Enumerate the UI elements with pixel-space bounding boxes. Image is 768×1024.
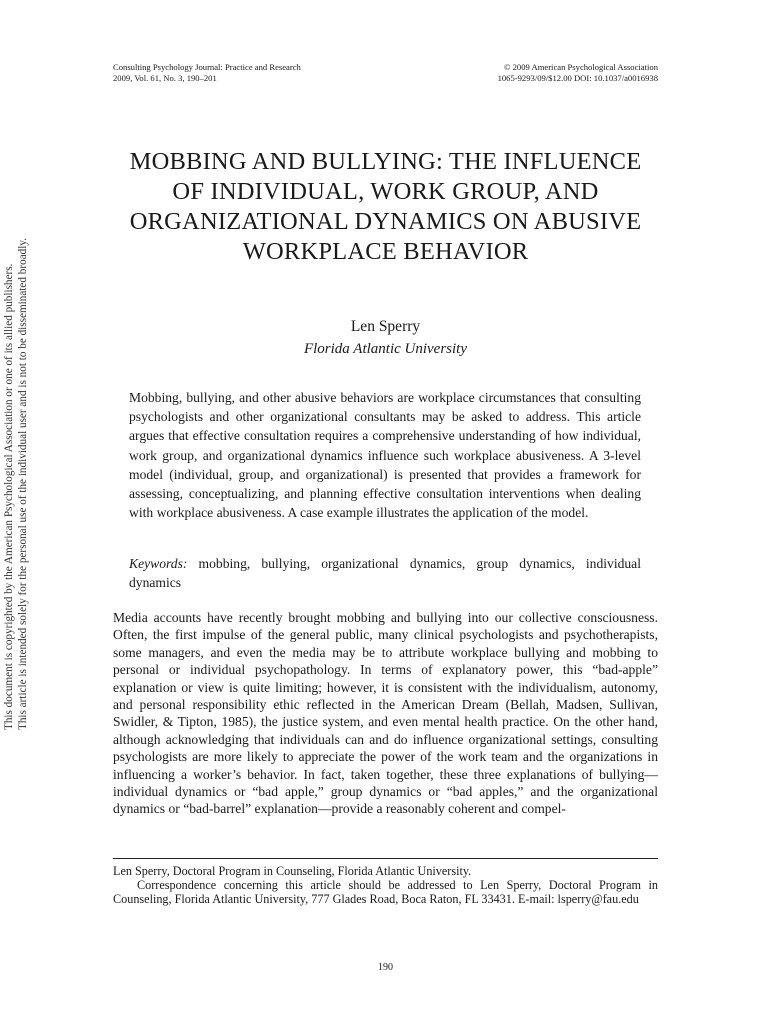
article-title: MOBBING AND BULLYING: THE INFLUENCE OF INDIVIDUAL, WORK GROUP, AND ORGANIZATIONAL DYNAMICS ON ABUSIVE WORKPLACE BEHAVIOR — [129, 148, 642, 265]
journal-volume: 2009, Vol. 61, No. 3, 190–201 — [113, 73, 217, 83]
copyright-header — [498, 62, 658, 84]
copyright-line: © 2009 American Psychological Association — [503, 62, 658, 72]
footnote-correspondence: Correspondence concerning this article should be addressed to Len Sperry, Doctoral Program in Counseling, Florida Atlantic University, 777 Glades Road, Boca Raton, FL 33431. E-mail: lsperry@fau.edu — [113, 878, 658, 907]
journal-header — [113, 62, 301, 84]
keywords-label: Keywords: — [129, 556, 188, 571]
journal-name: Consulting Psychology Journal: Practice and Research — [113, 62, 301, 72]
author-affiliation: Florida Atlantic University — [303, 341, 468, 357]
page-number: 190 — [378, 962, 393, 973]
footnotes — [113, 864, 658, 907]
footnote-divider — [113, 858, 658, 859]
author-name: Len Sperry — [350, 318, 421, 335]
issn-doi-line: 1065-9293/09/$12.00 DOI: 10.1037/a0016938 — [497, 73, 658, 83]
body-paragraph: Media accounts have recently brought mobbing and bullying into our collective consciousness. Often, the first impulse of the general public, many clinical psychologists and psychotherapists, some managers, and even the media may be to attribute workplace bullying and mobbing to personal or individual psychopathology. In terms of explanatory power, this “bad-apple” explanation or view is quite limiting; however, it is consistent with the individualism, autonomy, and personal responsibility ethic reflected in the American Dream (Bellah, Madsen, Sullivan, Swidler, & Tipton, 1985), the justice system, and even mental health practice. On the other hand, although acknowledging that individuals can and do influence organizational settings, consulting psychologists are more likely to appreciate the power of the work team and the organizations in influencing a worker’s behavior. In fact, taken together, these three explanations of bullying—individual dynamics or “bad apple,” group dynamics or “bad apples,” and the organizational dynamics or “bad-barrel” explanation—provide a reasonably coherent and compel- — [113, 610, 658, 817]
abstract: Mobbing, bullying, and other abusive behaviors are workplace circumstances that consulting psychologists and other organizational consultants may be asked to address. This article argues that effective consultation requires a comprehensive understanding of how individual, work group, and organizational dynamics influence such workplace abusiveness. A 3-level model (individual, group, and organizational) is presented that provides a framework for assessing, conceptualizing, and planning effective consultation interventions when dealing with workplace abusiveness. A case example illustrates the application of the model. — [129, 390, 641, 521]
side-notice-line-2: This article is intended solely for the personal use of the individual user and is not to be disseminated broadly. — [17, 237, 29, 730]
footnote-affiliation: Len Sperry, Doctoral Program in Counseling, Florida Atlantic University. — [113, 864, 472, 878]
keywords-text: mobbing, bullying, organizational dynamics, group dynamics, individual dynamics — [129, 556, 641, 591]
side-notice-line-1: This document is copyrighted by the American Psychological Association or one of its allied publishers. — [3, 263, 15, 730]
keywords — [129, 554, 641, 592]
copyright-side-notice — [0, 237, 32, 730]
